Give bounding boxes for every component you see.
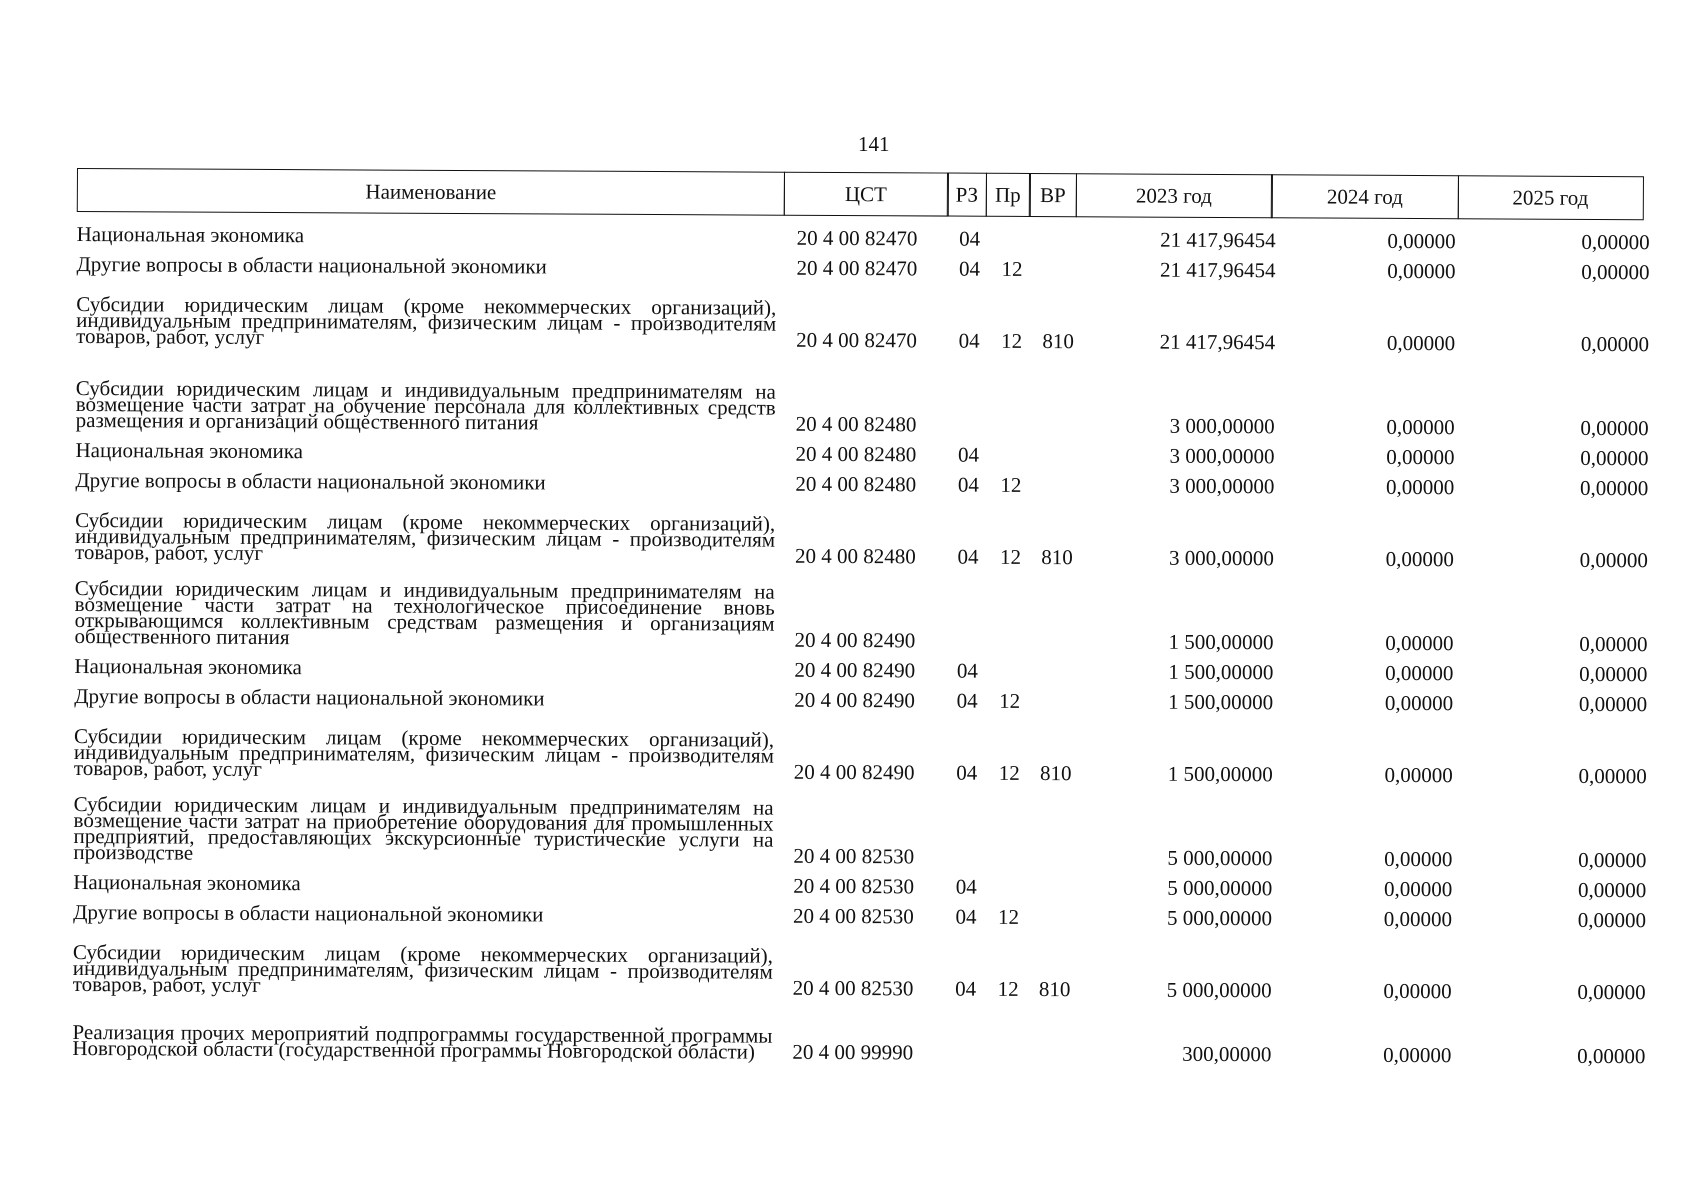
row-cst: 20 4 00 82490 xyxy=(793,759,915,785)
row-2025: 0,00000 xyxy=(1581,259,1650,285)
row-2024: 0,00000 xyxy=(1383,906,1453,932)
row-2024: 0,00000 xyxy=(1384,846,1453,872)
row-cst: 20 4 00 82470 xyxy=(796,327,917,353)
row-2023: 5 000,00000 xyxy=(1167,905,1273,931)
row-name: Другие вопросы в области национальной экономики xyxy=(74,683,545,711)
row-cst: 20 4 00 82470 xyxy=(796,255,918,281)
row-2025: 0,00000 xyxy=(1578,691,1648,717)
row-rz: 04 xyxy=(958,256,981,281)
row-2023: 5 000,00000 xyxy=(1167,845,1273,871)
row-2024: 0,00000 xyxy=(1385,546,1455,572)
row-cst: 20 4 00 82480 xyxy=(795,471,917,497)
row-2023: 5 000,00000 xyxy=(1167,875,1273,901)
row-2025: 0,00000 xyxy=(1580,415,1649,441)
row-pr: 12 xyxy=(998,904,1020,929)
row-name: Субсидии юридическим лицам (кроме некоммерческих организаций), индивидуальным предпринимателям, физическим лицам - производителям товаров, работ, услуг xyxy=(74,507,776,565)
row-2023: 3 000,00000 xyxy=(1169,443,1275,469)
header-vr: ВР xyxy=(1029,173,1077,217)
row-2025: 0,00000 xyxy=(1579,661,1648,687)
row-vr: 810 xyxy=(1038,977,1071,1002)
row-rz: 04 xyxy=(959,226,981,251)
row-2024: 0,00000 xyxy=(1385,660,1454,686)
row-2025: 0,00000 xyxy=(1577,1043,1646,1069)
header-pr: Пр xyxy=(985,173,1030,217)
row-2025: 0,00000 xyxy=(1579,631,1648,657)
row-cst: 20 4 00 82490 xyxy=(794,687,916,713)
table-row xyxy=(74,488,1652,573)
row-cst: 20 4 00 82490 xyxy=(794,657,916,683)
row-rz: 04 xyxy=(957,544,979,569)
row-2024: 0,00000 xyxy=(1383,978,1452,1004)
row-cst: 20 4 00 99990 xyxy=(792,1039,914,1065)
row-2023: 3 000,00000 xyxy=(1168,545,1275,571)
row-rz: 04 xyxy=(955,976,977,1001)
row-2023: 1 500,00000 xyxy=(1168,659,1274,685)
row-name: Другие вопросы в области национальной экономики xyxy=(73,899,544,927)
row-pr: 12 xyxy=(999,688,1021,713)
row-rz: 04 xyxy=(957,442,980,467)
row-2025: 0,00000 xyxy=(1577,877,1647,903)
row-name: Другие вопросы в области национальной экономики xyxy=(75,467,546,495)
row-name: Другие вопросы в области национальной экономики xyxy=(76,251,547,279)
row-cst: 20 4 00 82470 xyxy=(796,225,918,251)
row-2025: 0,00000 xyxy=(1580,331,1650,357)
header-2024: 2024 год xyxy=(1271,174,1459,219)
header-name: Наименование xyxy=(77,168,785,216)
row-2023: 1 500,00000 xyxy=(1167,761,1273,787)
row-rz: 04 xyxy=(957,472,979,497)
row-2025: 0,00000 xyxy=(1580,445,1649,471)
row-2025: 0,00000 xyxy=(1577,979,1646,1005)
table-body xyxy=(72,212,1653,1069)
row-2023: 1 500,00000 xyxy=(1168,689,1274,715)
row-2025: 0,00000 xyxy=(1578,847,1647,873)
table-row xyxy=(75,344,1653,441)
row-2024: 0,00000 xyxy=(1386,414,1455,440)
row-cst: 20 4 00 82530 xyxy=(792,975,914,1001)
row-2024: 0,00000 xyxy=(1386,474,1455,500)
row-name: Субсидии юридическим лицам (кроме некоммерческих организаций), индивидуальным предпринимателям, физическим лицам - производителям товаров, работ, услуг xyxy=(76,291,777,349)
row-2024: 0,00000 xyxy=(1383,876,1453,902)
row-pr: 12 xyxy=(997,976,1019,1001)
row-vr: 810 xyxy=(1040,761,1072,786)
row-rz: 04 xyxy=(956,760,978,785)
row-cst: 20 4 00 82530 xyxy=(793,903,914,929)
row-name: Реализация прочих мероприятий подпрограммы государственной программы Новгородской области (государственной программы Новгородской области) xyxy=(72,1019,773,1064)
table-row xyxy=(72,920,1650,1005)
row-pr: 12 xyxy=(1000,472,1022,497)
table-row xyxy=(73,704,1651,789)
row-name: Национальная экономика xyxy=(73,869,301,896)
header-cst: ЦСТ xyxy=(783,172,948,217)
row-pr: 12 xyxy=(1001,328,1023,353)
row-name: Субсидии юридическим лицам и индивидуальным предпринимателям на возмещение части затрат на обучение персонала для коллективных средств размещения и организаций общественного питания xyxy=(75,375,776,435)
row-2023: 21 417,96454 xyxy=(1159,257,1276,283)
row-pr: 12 xyxy=(1001,256,1023,281)
row-cst: 20 4 00 82480 xyxy=(795,411,917,437)
row-2023: 3 000,00000 xyxy=(1169,473,1275,499)
row-2025: 0,00000 xyxy=(1581,229,1650,255)
budget-table xyxy=(72,168,1654,1069)
row-2025: 0,00000 xyxy=(1577,907,1647,933)
row-2024: 0,00000 xyxy=(1385,630,1454,656)
row-2025: 0,00000 xyxy=(1578,763,1647,789)
row-2023: 21 417,96454 xyxy=(1159,329,1276,355)
page-number: 141 xyxy=(858,132,890,156)
row-name: Субсидии юридическим лицам (кроме некоммерческих организаций), индивидуальным предпринимателям, физическим лицам - производителям товаров, работ, услуг xyxy=(73,723,775,781)
row-name: Субсидии юридическим лицам и индивидуальным предпринимателям на возмещение части затрат на технологическое присоединение вновь открывающимся коллективным средствам размещения и организациям общественного питания xyxy=(74,575,775,650)
row-2024: 0,00000 xyxy=(1387,258,1456,284)
row-cst: 20 4 00 82530 xyxy=(793,873,915,899)
header-rz: РЗ xyxy=(947,173,987,217)
row-2023: 300,00000 xyxy=(1182,1041,1272,1067)
row-vr: 810 xyxy=(1042,329,1074,354)
table-row xyxy=(73,776,1650,873)
row-rz: 04 xyxy=(958,328,980,353)
row-2023: 5 000,00000 xyxy=(1166,977,1272,1003)
header-2023: 2023 год xyxy=(1075,173,1272,218)
row-pr: 12 xyxy=(998,760,1020,785)
row-vr: 810 xyxy=(1041,545,1073,570)
row-2024: 0,00000 xyxy=(1383,1042,1452,1068)
row-name: Субсидии юридическим лицам (кроме некоммерческих организаций), индивидуальным предпринимателям, физическим лицам - производителям товаров, работ, услуг xyxy=(72,939,773,997)
table-row xyxy=(74,560,1652,657)
row-cst: 20 4 00 82530 xyxy=(793,843,915,869)
row-2025: 0,00000 xyxy=(1579,547,1649,573)
row-name: Субсидии юридическим лицам и индивидуальным предпринимателям на возмещение части затрат на приобретение оборудования для промышленных предприятий, предоставляющих экскурсионные туристические услуги на производстве xyxy=(73,791,774,865)
row-pr: 12 xyxy=(999,544,1022,569)
row-rz: 04 xyxy=(955,904,977,929)
table-row xyxy=(76,272,1653,357)
row-2025: 0,00000 xyxy=(1580,475,1649,501)
row-2024: 0,00000 xyxy=(1384,762,1453,788)
row-2023: 3 000,00000 xyxy=(1169,413,1275,439)
row-name: Национальная экономика xyxy=(76,221,305,248)
row-2024: 0,00000 xyxy=(1386,444,1455,470)
row-cst: 20 4 00 82480 xyxy=(794,543,916,569)
row-2023: 1 500,00000 xyxy=(1168,629,1274,655)
row-rz: 04 xyxy=(956,688,978,713)
table-header xyxy=(77,168,1654,220)
row-name: Национальная экономика xyxy=(75,437,304,464)
row-cst: 20 4 00 82490 xyxy=(794,627,916,653)
row-rz: 04 xyxy=(955,874,977,899)
row-2024: 0,00000 xyxy=(1386,330,1456,356)
row-cst: 20 4 00 82480 xyxy=(795,441,917,467)
row-2023: 21 417,96454 xyxy=(1160,227,1276,253)
row-2024: 0,00000 xyxy=(1384,690,1454,716)
row-2024: 0,00000 xyxy=(1387,228,1456,254)
row-rz: 04 xyxy=(956,658,978,683)
header-2025: 2025 год xyxy=(1457,175,1643,220)
row-name: Национальная экономика xyxy=(74,653,302,680)
